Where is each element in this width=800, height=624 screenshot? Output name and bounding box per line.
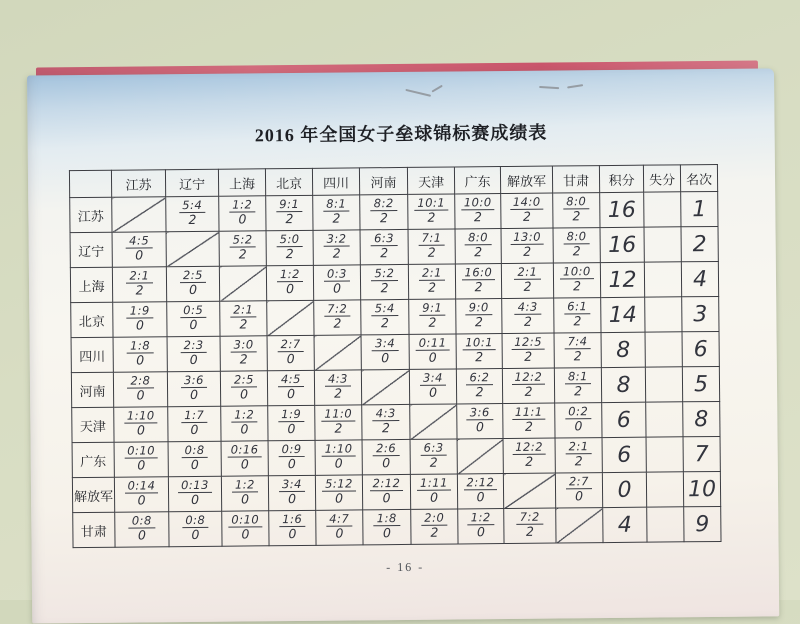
rank-cell: 2 [681, 226, 718, 261]
score-cell: $\frac{8:0}{2}$ [553, 193, 600, 228]
results-table [69, 164, 722, 548]
row-header: 北京 [71, 302, 113, 337]
score-cell: $\frac{5:2}{2}$ [360, 264, 408, 299]
score-cell: $\frac{5:12}{0}$ [315, 475, 362, 510]
table-row [73, 506, 721, 547]
col-header: 积分 [599, 165, 643, 192]
score-cell: $\frac{0:10}{0}$ [114, 442, 168, 478]
col-header: 天津 [407, 167, 454, 194]
score-cell: $\frac{1:2}{0}$ [221, 476, 268, 511]
points-cell: 0 [602, 472, 646, 507]
score-cell: $\frac{3:6}{0}$ [457, 404, 503, 439]
losses-cell [646, 402, 683, 437]
losses-cell [645, 297, 682, 332]
rank-cell: 10 [683, 471, 720, 506]
row-header: 解放军 [72, 477, 114, 512]
diagonal-cell [410, 404, 457, 439]
row-header: 广东 [72, 442, 114, 477]
col-header: 河南 [359, 167, 407, 194]
score-cell: $\frac{1:2}{0}$ [266, 265, 313, 300]
points-cell: 8 [601, 367, 645, 402]
losses-cell [644, 262, 681, 297]
score-cell: $\frac{4:7}{0}$ [316, 510, 363, 545]
row-header: 辽宁 [70, 232, 112, 267]
score-cell: $\frac{11:1}{2}$ [503, 403, 555, 438]
score-cell: $\frac{8:1}{2}$ [313, 195, 360, 230]
score-cell: $\frac{0:14}{0}$ [114, 477, 168, 513]
score-cell: $\frac{2:7}{0}$ [555, 473, 602, 508]
score-cell: $\frac{12:2}{2}$ [503, 438, 555, 473]
score-cell: $\frac{3:2}{2}$ [313, 230, 360, 265]
score-cell: $\frac{3:4}{0}$ [361, 334, 409, 369]
score-cell: $\frac{3:4}{0}$ [409, 369, 456, 404]
score-cell: $\frac{3:0}{2}$ [220, 336, 267, 371]
score-cell: $\frac{0:5}{0}$ [167, 301, 220, 337]
score-cell: $\frac{1:8}{0}$ [363, 509, 411, 544]
points-cell: 6 [602, 437, 646, 472]
score-cell: $\frac{2:12}{0}$ [362, 474, 410, 509]
losses-cell [644, 192, 681, 227]
score-cell: $\frac{0:2}{0}$ [555, 403, 602, 438]
score-cell: $\frac{13:0}{2}$ [501, 228, 553, 263]
col-header: 四川 [312, 168, 359, 195]
col-header: 江苏 [111, 170, 165, 198]
score-cell: $\frac{7:1}{2}$ [408, 229, 455, 264]
losses-cell [645, 332, 682, 367]
points-cell: 6 [602, 402, 646, 437]
score-cell: $\frac{2:8}{0}$ [113, 372, 167, 408]
rank-cell: 5 [682, 366, 719, 401]
score-cell: $\frac{1:2}{0}$ [221, 406, 268, 441]
paper-sheet [27, 68, 779, 623]
score-cell: $\frac{2:6}{0}$ [362, 439, 410, 474]
score-cell: $\frac{5:2}{2}$ [219, 231, 266, 266]
score-cell: $\frac{0:8}{0}$ [169, 511, 222, 547]
score-cell: $\frac{0:13}{0}$ [168, 476, 221, 512]
score-cell: $\frac{16:0}{2}$ [455, 264, 501, 299]
rank-cell: 6 [682, 331, 719, 366]
row-header: 天津 [72, 407, 114, 442]
score-cell: $\frac{2:1}{2}$ [408, 264, 455, 299]
pencil-mark [539, 86, 559, 89]
score-cell: $\frac{1:8}{0}$ [113, 337, 167, 373]
page-title: 2016 年全国女子垒球锦标赛成绩表 [254, 122, 548, 146]
score-cell: $\frac{1:9}{0}$ [268, 405, 315, 440]
score-cell: $\frac{1:11}{0}$ [410, 474, 457, 509]
score-cell: $\frac{7:2}{2}$ [504, 508, 556, 543]
score-cell: $\frac{3:4}{0}$ [268, 475, 315, 510]
score-cell: $\frac{1:10}{0}$ [114, 407, 168, 443]
score-cell: $\frac{0:8}{0}$ [168, 441, 221, 477]
row-header: 江苏 [70, 197, 112, 232]
corner-cell [69, 170, 111, 197]
score-cell: $\frac{2:1}{2}$ [555, 438, 602, 473]
col-header: 甘肃 [552, 166, 599, 193]
score-cell: $\frac{10:1}{2}$ [456, 334, 502, 369]
score-cell: $\frac{8:0}{2}$ [553, 228, 600, 263]
score-cell: $\frac{2:5}{0}$ [220, 371, 267, 406]
score-cell: $\frac{12:5}{2}$ [502, 333, 554, 368]
points-cell: 4 [603, 507, 647, 542]
score-cell: $\frac{8:0}{2}$ [455, 229, 501, 264]
col-header: 失分 [643, 165, 680, 192]
diagonal-cell [361, 369, 409, 404]
pencil-mark [405, 89, 431, 97]
score-cell: $\frac{7:4}{2}$ [554, 333, 601, 368]
pencil-mark [431, 85, 442, 93]
score-cell: $\frac{1:6}{0}$ [269, 510, 316, 545]
score-cell: $\frac{1:2}{0}$ [458, 509, 504, 544]
score-cell: $\frac{4:5}{0}$ [267, 370, 314, 405]
col-header: 辽宁 [165, 169, 218, 197]
losses-cell [645, 367, 682, 402]
score-cell: $\frac{14:0}{2}$ [501, 193, 553, 228]
points-cell: 16 [600, 227, 644, 262]
score-cell: $\frac{1:10}{0}$ [315, 440, 362, 475]
losses-cell [646, 472, 683, 507]
score-cell: $\frac{8:1}{2}$ [554, 368, 601, 403]
score-cell: $\frac{2:1}{2}$ [112, 267, 166, 303]
score-cell: $\frac{4:3}{2}$ [502, 298, 554, 333]
col-header: 北京 [265, 168, 312, 195]
score-cell: $\frac{7:2}{2}$ [314, 300, 361, 335]
rank-cell: 4 [681, 261, 718, 296]
rank-cell: 7 [683, 436, 720, 471]
diagonal-cell [166, 231, 219, 267]
score-cell: $\frac{2:3}{0}$ [167, 336, 220, 372]
diagonal-cell [556, 508, 603, 543]
score-cell: $\frac{1:9}{0}$ [113, 302, 167, 338]
col-header: 广东 [454, 167, 500, 194]
score-cell: $\frac{11:0}{2}$ [315, 405, 362, 440]
score-cell: $\frac{6:3}{2}$ [360, 229, 408, 264]
rank-cell: 8 [683, 401, 720, 436]
score-cell: $\frac{5:4}{2}$ [361, 299, 409, 334]
diagonal-cell [112, 197, 166, 233]
diagonal-cell [503, 473, 555, 508]
losses-cell [647, 507, 684, 542]
diagonal-cell [457, 439, 503, 474]
score-cell: $\frac{0:8}{0}$ [115, 512, 169, 548]
score-cell: $\frac{1:2}{0}$ [219, 196, 266, 231]
score-cell: $\frac{2:12}{0}$ [457, 474, 503, 509]
score-cell: $\frac{2:1}{2}$ [501, 263, 553, 298]
row-header: 上海 [70, 267, 112, 302]
score-cell: $\frac{0:9}{0}$ [268, 440, 315, 475]
score-cell: $\frac{4:5}{0}$ [112, 232, 166, 268]
losses-cell [644, 227, 681, 262]
page-number: - 16 - [386, 559, 425, 575]
score-cell: $\frac{8:2}{2}$ [360, 194, 408, 229]
score-cell: $\frac{9:0}{2}$ [456, 299, 502, 334]
rank-cell: 1 [681, 191, 718, 226]
score-cell: $\frac{2:1}{2}$ [220, 301, 267, 336]
row-header: 甘肃 [73, 512, 115, 547]
score-cell: $\frac{9:1}{2}$ [266, 195, 313, 230]
points-cell: 16 [600, 192, 644, 227]
col-header: 名次 [680, 164, 717, 191]
score-cell: $\frac{4:3}{2}$ [362, 404, 410, 439]
score-cell: $\frac{10:0}{2}$ [553, 263, 600, 298]
score-cell: $\frac{10:0}{2}$ [455, 194, 501, 229]
score-cell: $\frac{2:5}{0}$ [166, 266, 219, 302]
diagonal-cell [267, 300, 314, 335]
score-cell: $\frac{6:2}{2}$ [456, 369, 502, 404]
score-cell: $\frac{12:2}{2}$ [502, 368, 554, 403]
score-cell: $\frac{5:4}{2}$ [166, 196, 219, 232]
score-cell: $\frac{6:1}{2}$ [554, 298, 601, 333]
rank-cell: 9 [684, 506, 721, 541]
points-cell: 14 [601, 297, 645, 332]
score-cell: $\frac{0:16}{0}$ [221, 441, 268, 476]
score-cell: $\frac{3:6}{0}$ [167, 371, 220, 407]
diagonal-cell [314, 335, 361, 370]
col-header: 解放军 [500, 166, 552, 193]
points-cell: 8 [601, 332, 645, 367]
points-cell: 12 [600, 262, 644, 297]
row-header: 河南 [71, 372, 113, 407]
score-cell: $\frac{0:11}{0}$ [409, 334, 456, 369]
col-header: 上海 [218, 169, 265, 196]
score-cell: $\frac{0:10}{0}$ [222, 511, 269, 546]
score-cell: $\frac{9:1}{2}$ [409, 299, 456, 334]
score-cell: $\frac{1:7}{0}$ [168, 406, 221, 442]
row-header: 四川 [71, 337, 113, 372]
score-cell: $\frac{4:3}{2}$ [314, 370, 361, 405]
score-cell: $\frac{5:0}{2}$ [266, 230, 313, 265]
score-cell: $\frac{6:3}{2}$ [410, 439, 457, 474]
score-cell: $\frac{2:7}{0}$ [267, 335, 314, 370]
score-cell: $\frac{0:3}{0}$ [313, 265, 360, 300]
diagonal-cell [219, 266, 266, 301]
losses-cell [646, 437, 683, 472]
score-cell: $\frac{2:0}{2}$ [411, 509, 458, 544]
pencil-mark [567, 84, 583, 88]
score-cell: $\frac{10:1}{2}$ [408, 194, 455, 229]
rank-cell: 3 [682, 296, 719, 331]
